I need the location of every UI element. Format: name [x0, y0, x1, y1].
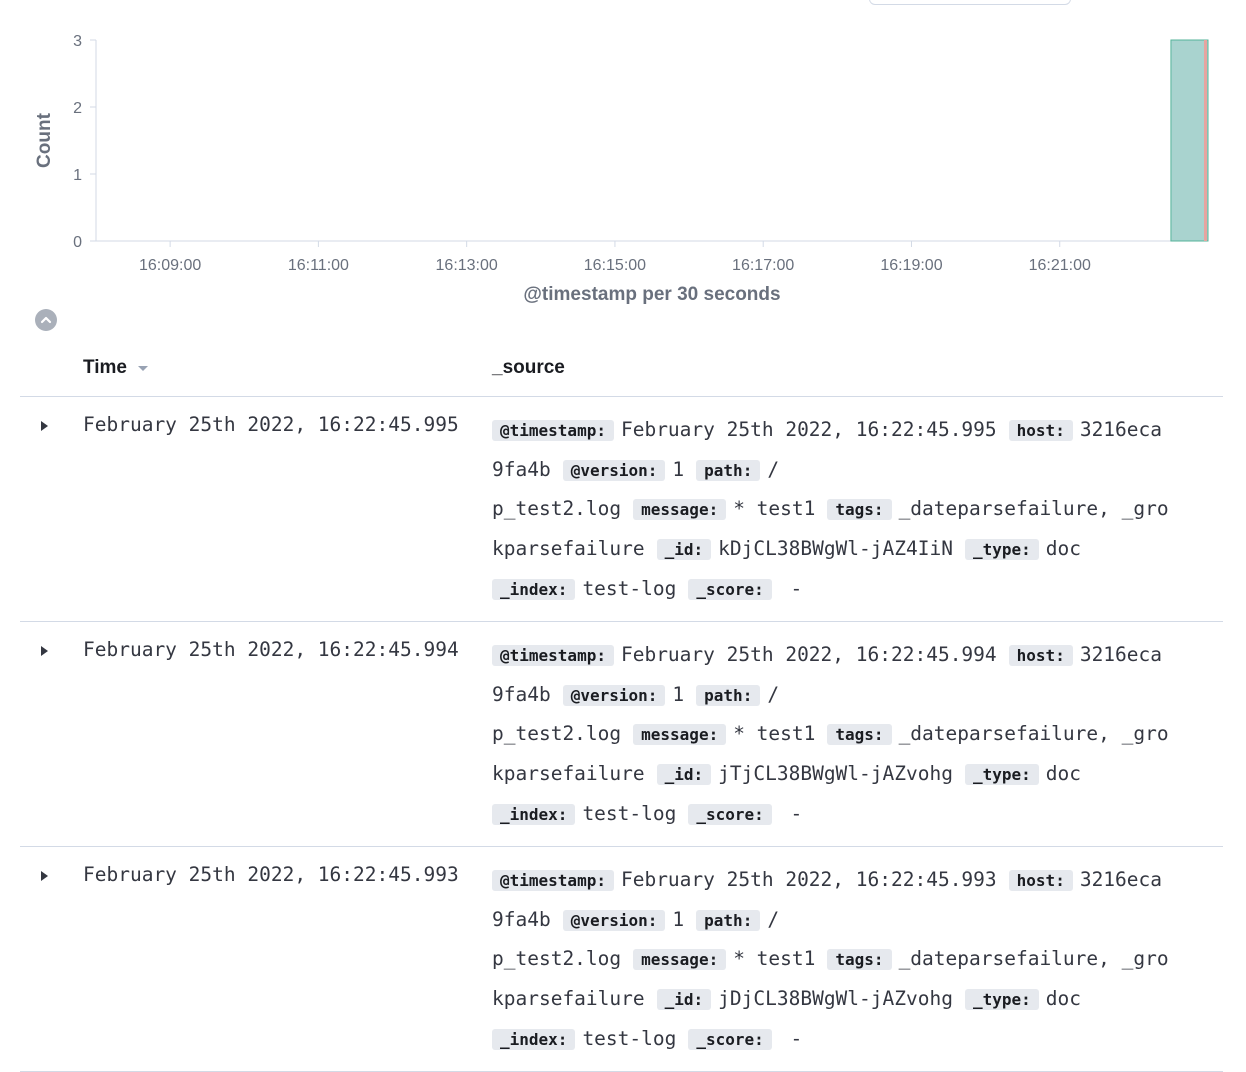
- x-tick-label: 16:19:00: [880, 257, 943, 274]
- field-value: /: [767, 907, 780, 931]
- field-key: host:: [1009, 870, 1073, 891]
- caret-right-icon[interactable]: [38, 869, 50, 883]
- field-value: 1: [672, 682, 685, 706]
- source-cell: [492, 635, 1214, 833]
- x-tick-label: 16:21:00: [1028, 257, 1091, 274]
- source-line: [492, 754, 1214, 794]
- x-tick-label: 16:15:00: [583, 257, 647, 274]
- field-key: @timestamp:: [492, 645, 614, 666]
- field-value: test-log: [582, 1026, 677, 1050]
- y-tick-label: 0: [73, 234, 82, 251]
- field-key: tags:: [827, 499, 891, 520]
- field-value: /: [767, 682, 780, 706]
- y-tick-label: 1: [73, 167, 82, 184]
- chevron-up-icon: [39, 313, 53, 327]
- field-value: kparsefailure: [492, 987, 645, 1011]
- field-value: /: [767, 457, 780, 481]
- field-key: @version:: [563, 910, 666, 931]
- source-line: [492, 410, 1214, 450]
- field-value: * test1: [733, 722, 816, 746]
- field-value: doc: [1045, 987, 1081, 1011]
- field-key: @timestamp:: [492, 420, 614, 441]
- table-body: [20, 397, 1223, 1072]
- field-value: 9fa4b: [492, 682, 551, 706]
- field-value: doc: [1045, 537, 1081, 561]
- x-tick-label: 16:11:00: [287, 257, 349, 274]
- field-value: * test1: [733, 947, 816, 971]
- source-line: [492, 939, 1214, 979]
- field-value: -: [778, 801, 803, 825]
- field-key: _type:: [965, 764, 1039, 785]
- field-value: 3216eca: [1079, 643, 1163, 666]
- field-key: tags:: [827, 949, 891, 970]
- field-key: _score:: [688, 804, 771, 825]
- source-cell: [492, 410, 1214, 608]
- source-line: [492, 900, 1214, 940]
- x-axis-label: @timestamp per 30 seconds: [523, 284, 781, 305]
- field-key: _score:: [688, 579, 771, 600]
- source-line: [492, 489, 1214, 529]
- field-value: February 25th 2022, 16:22:45.994: [620, 643, 997, 666]
- field-key: path:: [696, 460, 760, 481]
- time-cell: February 25th 2022, 16:22:45.994: [83, 638, 459, 661]
- field-value: 3216eca: [1079, 418, 1163, 441]
- field-key: path:: [696, 910, 760, 931]
- field-key: _type:: [965, 539, 1039, 560]
- y-tick-label: 3: [73, 33, 82, 50]
- field-value: February 25th 2022, 16:22:45.995: [620, 418, 997, 441]
- field-key: _id:: [657, 539, 712, 560]
- field-value: _dateparsefailure, _gro: [898, 497, 1169, 521]
- source-line: [492, 1019, 1214, 1059]
- field-value: 1: [672, 457, 685, 481]
- field-value: 9fa4b: [492, 457, 551, 481]
- field-key: @version:: [563, 685, 666, 706]
- field-key: _index:: [492, 1029, 575, 1050]
- source-column-header: _source: [492, 357, 565, 378]
- field-value: 3216eca: [1079, 868, 1163, 891]
- field-value: kparsefailure: [492, 762, 645, 786]
- time-cell: February 25th 2022, 16:22:45.993: [83, 863, 459, 886]
- field-key: _type:: [965, 989, 1039, 1010]
- field-value: test-log: [582, 576, 677, 600]
- y-tick-label: 2: [73, 100, 82, 117]
- field-key: host:: [1009, 645, 1073, 666]
- field-value: -: [778, 576, 803, 600]
- table-row: [20, 397, 1223, 622]
- histogram-bar: [1171, 40, 1208, 241]
- source-line: [492, 860, 1214, 900]
- source-line: [492, 979, 1214, 1019]
- field-value: jTjCL38BWgWl-jAZvohg: [718, 762, 953, 786]
- x-tick-label: 16:13:00: [435, 257, 498, 274]
- field-value: _dateparsefailure, _gro: [898, 722, 1169, 746]
- field-key: tags:: [827, 724, 891, 745]
- document-table: [20, 345, 1223, 1072]
- x-tick-label: 16:17:00: [732, 257, 795, 274]
- field-value: -: [778, 1026, 803, 1050]
- field-key: _id:: [657, 764, 712, 785]
- table-row: [20, 847, 1223, 1072]
- field-value: * test1: [733, 497, 816, 521]
- source-line: [492, 794, 1214, 834]
- field-key: _index:: [492, 804, 575, 825]
- field-key: _index:: [492, 579, 575, 600]
- histogram-chart: [0, 0, 1246, 310]
- field-key: message:: [633, 724, 726, 745]
- field-value: jDjCL38BWgWl-jAZvohg: [718, 987, 953, 1011]
- caret-right-icon[interactable]: [38, 644, 50, 658]
- source-line: [492, 675, 1214, 715]
- field-key: @version:: [563, 460, 666, 481]
- field-key: @timestamp:: [492, 870, 614, 891]
- source-line: [492, 450, 1214, 490]
- field-value: p_test2.log: [492, 722, 622, 746]
- source-line: [492, 569, 1214, 609]
- field-key: host:: [1009, 420, 1073, 441]
- table-header: [20, 345, 1223, 397]
- time-column-header[interactable]: [83, 357, 149, 379]
- caret-right-icon[interactable]: [38, 419, 50, 433]
- field-value: kDjCL38BWgWl-jAZ4IiN: [718, 537, 953, 561]
- field-value: 9fa4b: [492, 907, 551, 931]
- source-line: [492, 635, 1214, 675]
- source-cell: [492, 860, 1214, 1058]
- y-axis-label: Count: [34, 113, 55, 168]
- time-header-label: Time: [83, 357, 128, 378]
- field-key: _id:: [657, 989, 712, 1010]
- field-value: test-log: [582, 801, 677, 825]
- field-value: p_test2.log: [492, 947, 622, 971]
- field-value: p_test2.log: [492, 497, 622, 521]
- field-value: doc: [1045, 762, 1081, 786]
- x-tick-label: 16:09:00: [138, 257, 202, 274]
- field-value: kparsefailure: [492, 537, 645, 561]
- field-value: 1: [672, 907, 685, 931]
- chart-collapse-button[interactable]: [35, 309, 57, 331]
- field-key: path:: [696, 685, 760, 706]
- field-value: _dateparsefailure, _gro: [898, 947, 1169, 971]
- source-line: [492, 714, 1214, 754]
- source-line: [492, 529, 1214, 569]
- sort-down-icon[interactable]: [137, 364, 149, 372]
- field-key: message:: [633, 949, 726, 970]
- time-cell: February 25th 2022, 16:22:45.995: [83, 413, 459, 436]
- field-key: _score:: [688, 1029, 771, 1050]
- field-value: February 25th 2022, 16:22:45.993: [620, 868, 997, 891]
- table-row: [20, 622, 1223, 847]
- field-key: message:: [633, 499, 726, 520]
